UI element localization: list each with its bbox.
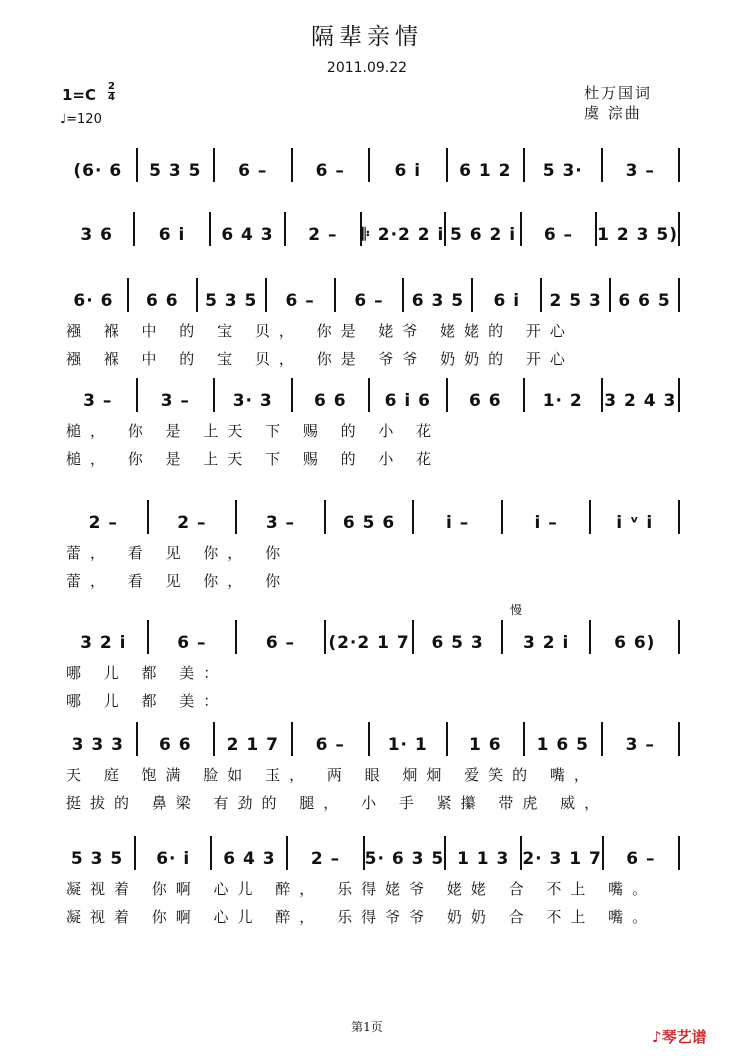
measure-row <box>60 722 680 756</box>
measure-row <box>60 836 680 870</box>
logo-icon: ♪ <box>652 1028 662 1046</box>
lyricist-credit: 杜万国词 <box>584 84 653 102</box>
measure: i ᵛ i <box>591 500 680 534</box>
measure: 3 6 <box>60 212 135 246</box>
measure: 6 5 3 <box>414 620 503 654</box>
measure: 6 6) <box>591 620 680 654</box>
time-signature <box>108 82 115 103</box>
lyric-verse-2: 凝视着 你啊 心儿 醉， 乐得爷爷 奶奶 合 不上 嘴。 <box>66 908 657 926</box>
measure: 2 – <box>286 212 361 246</box>
measure: 2 – <box>149 500 238 534</box>
measure: 5· 6 3 5 <box>365 836 447 870</box>
measure: 6 4 3 <box>212 836 288 870</box>
measure: 6 – <box>336 278 405 312</box>
measure: 6 – <box>293 148 371 182</box>
song-title: 隔辈亲情 <box>311 24 423 50</box>
page-number: 第1页 <box>351 1020 383 1034</box>
lyric-verse-1: 襁 褓 中 的 宝 贝， 你是 姥爷 姥姥的 开心 <box>66 322 574 340</box>
measure: i – <box>414 500 503 534</box>
measure-row <box>60 378 680 412</box>
measure: 6 6 <box>129 278 198 312</box>
lyric-verse-2: 哪 儿 都 美： <box>66 692 228 710</box>
lyric-verse-1: 天 庭 饱满 脸如 玉， 两 眼 炯炯 爱笑的 嘴， <box>66 766 598 784</box>
measure: 6 – <box>215 148 293 182</box>
measure: 5 3· <box>525 148 603 182</box>
site-logo <box>652 1026 707 1047</box>
measure: 6 3 5 <box>404 278 473 312</box>
measure: 1 1 3 <box>446 836 522 870</box>
tempo-mark: ♩=120 <box>60 112 102 127</box>
measure: 6 i <box>473 278 542 312</box>
lyric-verse-2: 蕾， 看 见 你， 你 <box>66 572 290 590</box>
measure: 3· 3 <box>215 378 293 412</box>
measure: 2 – <box>60 500 149 534</box>
measure: 6 i 6 <box>370 378 448 412</box>
lyric-verse-1: 哪 儿 都 美： <box>66 664 228 682</box>
measure: 3 – <box>603 722 681 756</box>
measure: i – <box>503 500 592 534</box>
key-signature: 1=C <box>62 86 97 104</box>
measure: 1· 2 <box>525 378 603 412</box>
lyric-verse-2: 挺拔的 鼻梁 有劲的 腿， 小 手 紧攥 带虎 威， <box>66 794 609 812</box>
measure: 1· 1 <box>370 722 448 756</box>
measure: 6 5 6 <box>326 500 415 534</box>
measure-row <box>60 148 680 182</box>
measure: 6 – <box>293 722 371 756</box>
measure: 6 4 3 <box>211 212 286 246</box>
measure: 2 – <box>288 836 364 870</box>
time-signature-top: 2 <box>108 81 115 92</box>
measure: 5 3 5 <box>60 836 136 870</box>
logo-text: 琴艺谱 <box>661 1028 707 1046</box>
measure-row <box>60 500 680 534</box>
measure: 6 i <box>135 212 210 246</box>
measure: 2 1 7 <box>215 722 293 756</box>
measure: 5 6 2 i <box>446 212 521 246</box>
measure: 6· 6 <box>60 278 129 312</box>
measure-row <box>60 212 680 246</box>
measure: 6 6 <box>293 378 371 412</box>
composer-credit: 虞 淙曲 <box>584 104 642 122</box>
lyric-verse-1: 凝视着 你啊 心儿 醉， 乐得姥爷 姥姥 合 不上 嘴。 <box>66 880 657 898</box>
measure: 6 – <box>267 278 336 312</box>
measure: 1 2 3 5) <box>597 212 680 246</box>
measure: 6 6 5 <box>611 278 680 312</box>
measure: 6 – <box>604 836 680 870</box>
measure: 1 6 <box>448 722 526 756</box>
measure: 6 6 <box>138 722 216 756</box>
time-signature-bottom: 4 <box>108 92 115 103</box>
measure: 3 2 i <box>503 620 592 654</box>
measure: 2· 3 1 7 <box>522 836 604 870</box>
measure: 3 2 i <box>60 620 149 654</box>
measure: 6 – <box>522 212 597 246</box>
measure: 3 – <box>60 378 138 412</box>
measure: 6 i <box>370 148 448 182</box>
lyric-verse-1: 槌， 你 是 上天 下 赐 的 小 花 <box>66 422 441 440</box>
measure: 3 2 4 3 <box>603 378 681 412</box>
measure: 1 6 5 <box>525 722 603 756</box>
composition-date: 2011.09.22 <box>326 60 408 76</box>
measure: 5 3 5 <box>198 278 267 312</box>
measure: 6· i <box>136 836 212 870</box>
measure: 3 3 3 <box>60 722 138 756</box>
measure: 6 – <box>237 620 326 654</box>
measure: 𝄆 2·2 2 i <box>362 212 447 246</box>
measure-row <box>60 278 680 312</box>
measure: 2 5 3 <box>542 278 611 312</box>
measure: (6· 6 <box>60 148 138 182</box>
lyric-verse-2: 槌， 你 是 上天 下 赐 的 小 花 <box>66 450 441 468</box>
measure: (2·2 1 7 <box>326 620 415 654</box>
lyric-verse-1: 蕾， 看 见 你， 你 <box>66 544 290 562</box>
lyric-verse-2: 襁 褓 中 的 宝 贝， 你是 爷爷 奶奶的 开心 <box>66 350 574 368</box>
measure: 6 1 2 <box>448 148 526 182</box>
measure: 3 – <box>603 148 681 182</box>
measure: 3 – <box>237 500 326 534</box>
slow-mark: 慢 <box>510 603 523 617</box>
measure: 6 6 <box>448 378 526 412</box>
measure-row <box>60 620 680 654</box>
measure: 6 – <box>149 620 238 654</box>
measure: 3 – <box>138 378 216 412</box>
measure: 5 3 5 <box>138 148 216 182</box>
